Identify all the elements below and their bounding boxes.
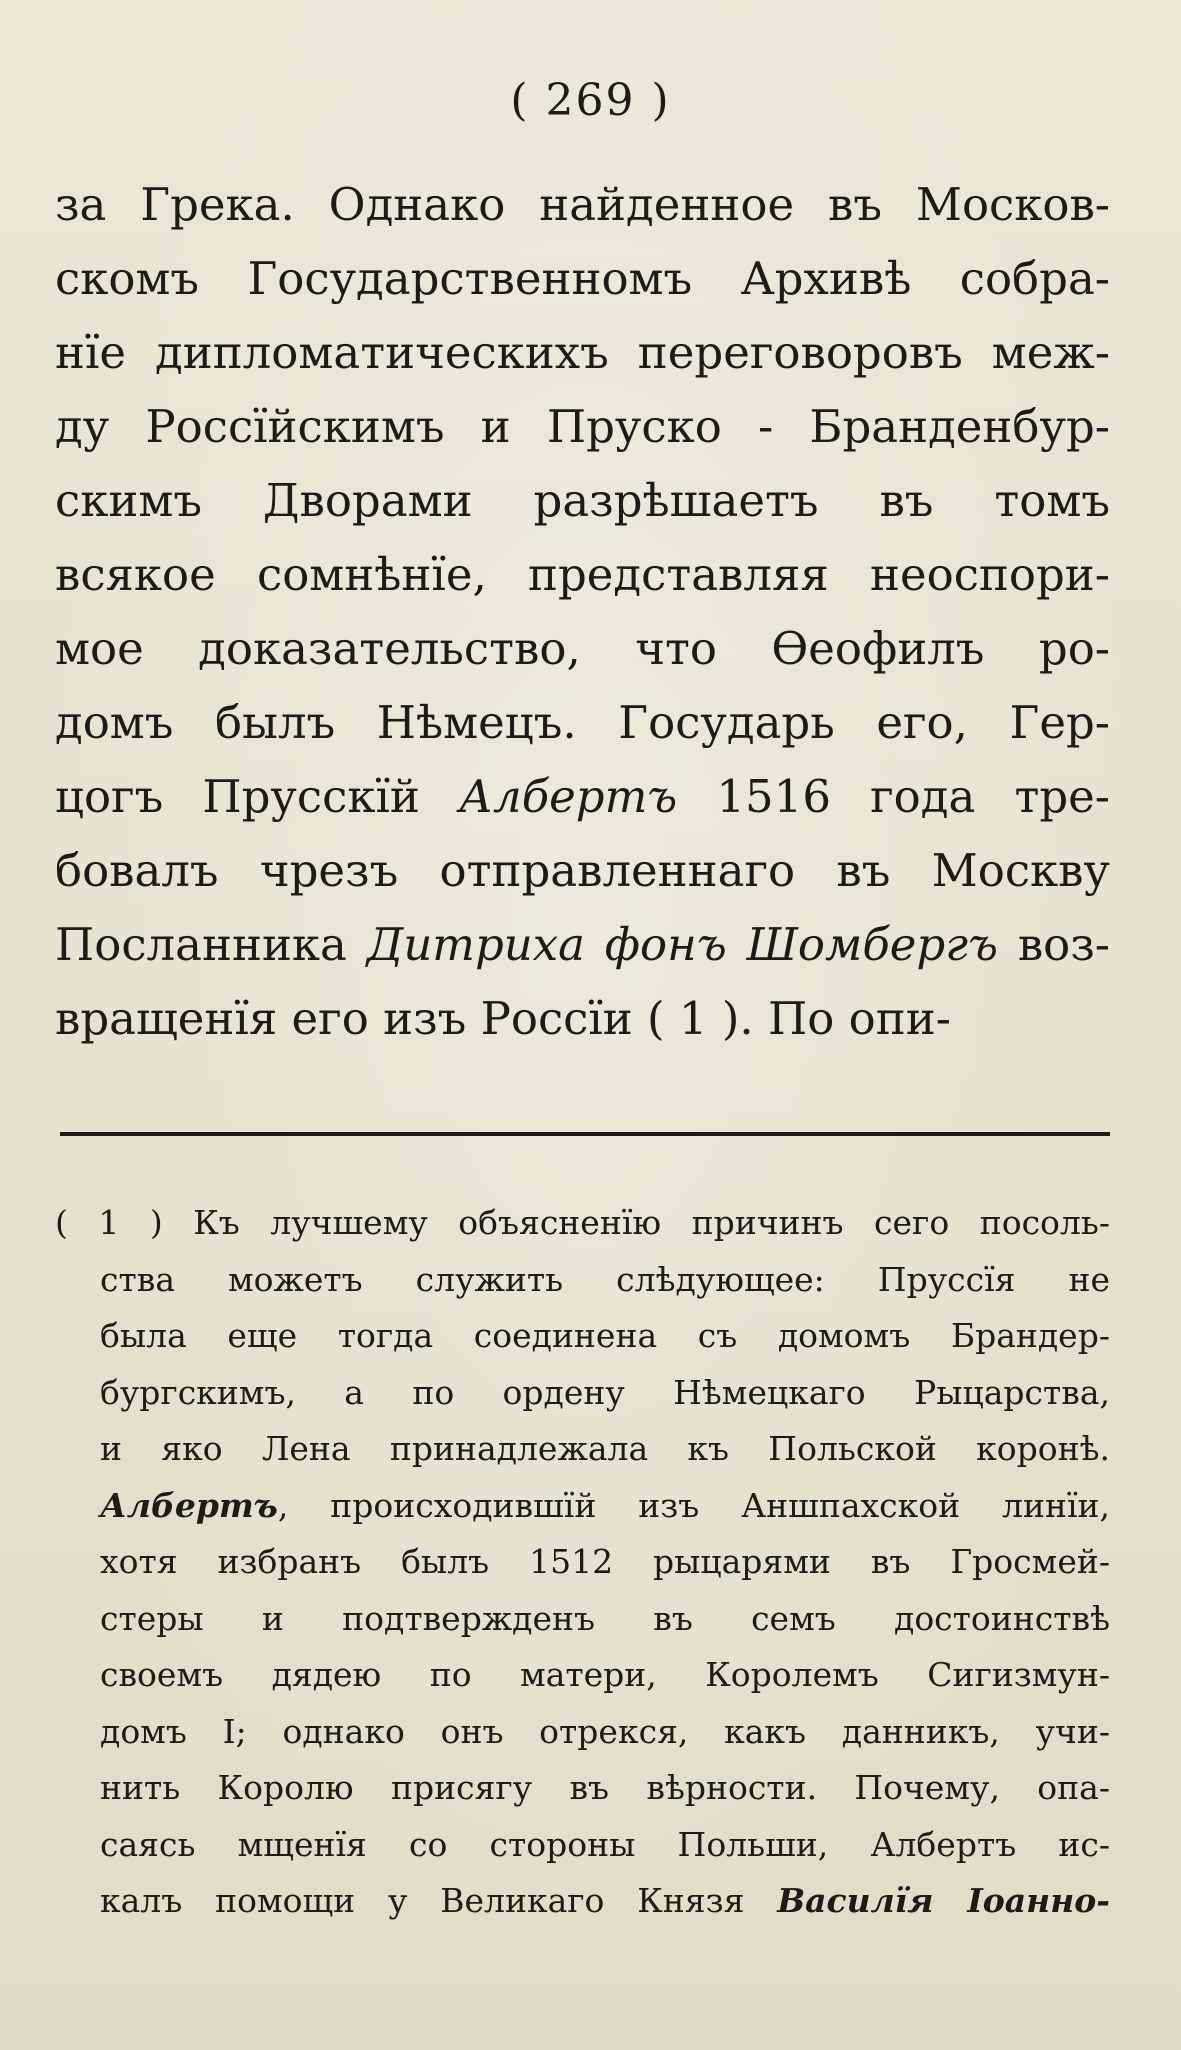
italic-name: Албертъ [100, 1485, 278, 1525]
footnote-line: стеры и подтвержденъ въ семъ достоинствѣ [100, 1598, 1110, 1638]
page-number: ( 269 ) [510, 75, 671, 126]
main-line: за Грека. Однако найденное въ Москов- [55, 178, 1110, 231]
footnote [55, 1195, 1110, 1930]
footnote-separator [60, 1132, 1110, 1136]
main-line: вращенïя его изъ Россïи ( 1 ). По опи- [55, 992, 951, 1045]
footnote-line: была еще тогда соединена съ домомъ Брандер- [100, 1316, 1110, 1355]
main-line: Посланника Дитриха фонъ Шомбергъ воз- [55, 918, 1110, 971]
footnote-line: саясь мщенïя со стороны Польши, Албертъ ис- [100, 1824, 1110, 1864]
footnote-line: ( 1 ) Къ лучшему объясненïю причинъ сего посоль- [55, 1203, 1110, 1242]
footnote-line: нить Королю присягу въ вѣрности. Почему, опа- [100, 1768, 1110, 1807]
footnote-line: бургскимъ, а по ордену Нѣмецкаго Рыцарства, [100, 1372, 1110, 1412]
footnote-line: домъ I; однако онъ отрекся, какъ данникъ, учи- [100, 1711, 1110, 1751]
footnote-line: калъ помощи у Великаго Князя Василïя Iоанно- [100, 1881, 1110, 1920]
footnote-line: ства можетъ служить слѣдующее: Пруссïя не [100, 1259, 1110, 1299]
italic-name: Дитриха фонъ Шомбергъ [366, 918, 998, 971]
main-line: цогъ Прусскïй Албертъ 1516 года тре- [55, 770, 1110, 823]
main-line: нïе дипломатическихъ переговоровъ меж- [55, 326, 1110, 379]
main-line: скимъ Дворами разрѣшаетъ въ томъ [55, 474, 1110, 527]
footnote-line: и яко Лена принадлежала къ Польской коронѣ. [100, 1429, 1110, 1468]
footnote-line: хотя избранъ былъ 1512 рыцарями въ Гросмей- [100, 1542, 1110, 1581]
main-line: ду Россïйскимъ и Пруско - Бранденбур- [55, 400, 1110, 453]
italic-name: Василïя Iоанно- [777, 1881, 1110, 1920]
main-line: всякое сомнѣнïе, представляя неоспори- [55, 548, 1110, 601]
main-line: бовалъ чрезъ отправленнаго въ Москву [55, 844, 1110, 897]
main-text [55, 168, 1110, 1056]
main-line: домъ былъ Нѣмецъ. Государь его, Гер- [55, 696, 1110, 749]
italic-name: Албертъ [458, 770, 678, 823]
footnote-line: своемъ дядею по матери, Королемъ Сигизмун- [100, 1655, 1110, 1694]
footnote-line: Албертъ, происходившïй изъ Аншпахской линïи, [100, 1485, 1110, 1525]
main-line: скомъ Государственномъ Архивѣ собра- [55, 252, 1110, 305]
main-line: мое доказательство, что Ѳеофилъ ро- [55, 622, 1110, 675]
